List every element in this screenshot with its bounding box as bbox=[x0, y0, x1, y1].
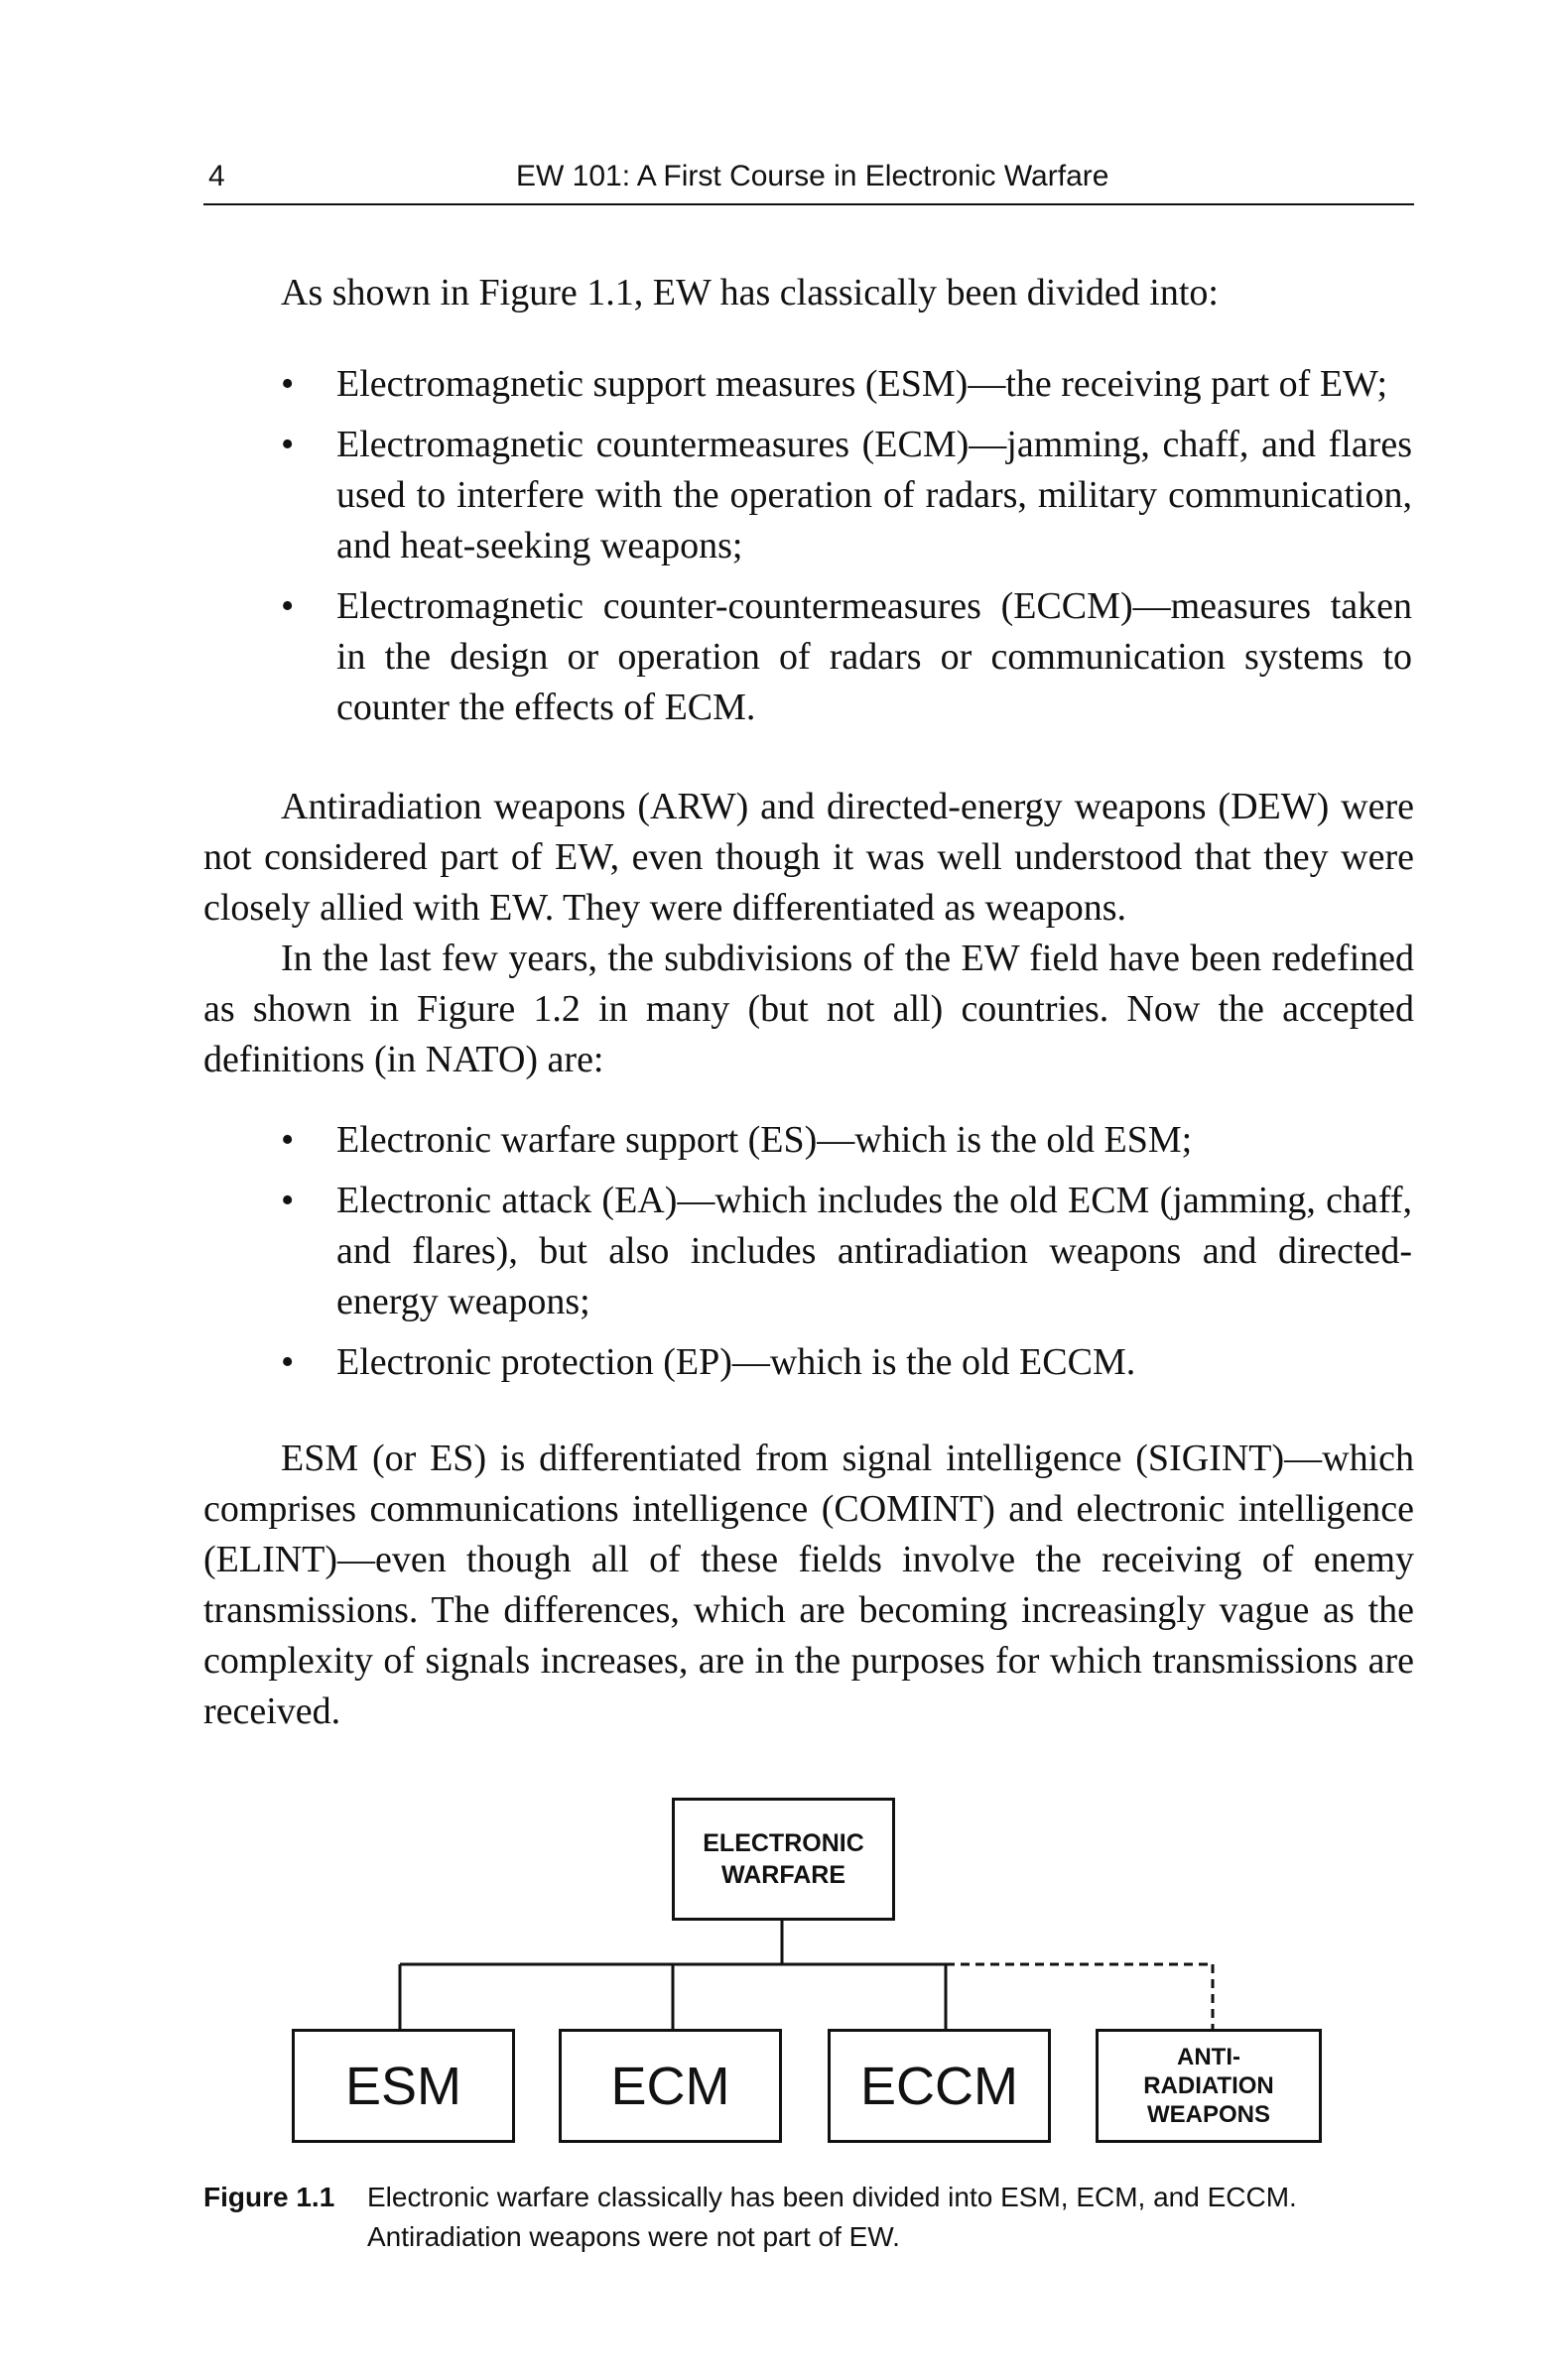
bullet-icon: • bbox=[281, 363, 295, 405]
list-item-text: Electronic warfare support (ES)—which is the old ESM; bbox=[336, 1119, 1193, 1161]
esm-label: ESM bbox=[344, 2056, 462, 2116]
root-box-line: WARFARE bbox=[721, 1861, 845, 1889]
list-item-text: Electronic protection (EP)—which is the old ECCM. bbox=[336, 1341, 1136, 1383]
paragraph-arw-dew: Antiradiation weapons (ARW) and directed-energy weapons (DEW) were not considered part of EW, even though it was well understood that they were closely allied with EW. They were differentiated as weapons. bbox=[203, 786, 1414, 929]
bullet-icon: • bbox=[281, 1180, 295, 1221]
eccm-label: ECCM bbox=[860, 2056, 1018, 2116]
bullet-icon: • bbox=[281, 1119, 295, 1161]
bullet-icon: • bbox=[281, 424, 295, 465]
figure-caption-text: Electronic warfare classically has been divided into ESM, ECM, and ECCM. Antiradiation weapons were not part of EW. bbox=[367, 2182, 1297, 2252]
antiradiation-weapons-box bbox=[1096, 2029, 1322, 2143]
intro-paragraph: As shown in Figure 1.1, EW has classically been divided into: bbox=[281, 272, 1219, 313]
list-item-text: Electronic attack (EA)—which includes the old ECM (jamming, chaff, and flares), but also includes antiradiation weapons and directed-energy weapons; bbox=[336, 1180, 1412, 1322]
running-title: EW 101: A First Course in Electronic Warfare bbox=[516, 160, 1109, 192]
bullet-icon: • bbox=[281, 1341, 295, 1383]
ecm-box bbox=[559, 2029, 782, 2143]
eccm-box bbox=[828, 2029, 1051, 2143]
arw-box-line: ANTI- bbox=[1177, 2044, 1240, 2070]
arw-box-line: RADIATION bbox=[1143, 2072, 1274, 2099]
root-box-line: ELECTRONIC bbox=[703, 1829, 864, 1857]
list-item-text: Electromagnetic counter-countermeasures (ECCM)—measures taken in the design or operation of radars or communication systems to counter the effects of ECM. bbox=[336, 585, 1412, 728]
page-number: 4 bbox=[208, 160, 225, 192]
electronic-warfare-box bbox=[672, 1798, 895, 1921]
ecm-label: ECM bbox=[610, 2056, 730, 2116]
esm-box bbox=[292, 2029, 515, 2143]
bullet-icon: • bbox=[281, 585, 295, 627]
paragraph-sigint: ESM (or ES) is differentiated from signal intelligence (SIGINT)—which comprises communications intelligence (COMINT) and electronic intelligence (ELINT)—even though all of these fields involve the receiving of enemy transmissions. The differences, which are becoming increasingly vague as the complexity of signals increases, are in the purposes for which transmissions are received. bbox=[203, 1438, 1414, 1732]
arw-box-line: WEAPONS bbox=[1146, 2101, 1270, 2128]
paragraph-redefined: In the last few years, the subdivisions of the EW field have been redefined as shown in Figure 1.2 in many (but not all) countries. Now the accepted definitions (in NATO) are: bbox=[203, 938, 1414, 1080]
figure-label: Figure 1.1 bbox=[203, 2182, 335, 2212]
list-item-text: Electromagnetic support measures (ESM)—the receiving part of EW; bbox=[336, 363, 1388, 405]
list-item-text: Electromagnetic countermeasures (ECM)—jamming, chaff, and flares used to interfere with the operation of radars, military communication, and heat-seeking weapons; bbox=[336, 424, 1412, 566]
